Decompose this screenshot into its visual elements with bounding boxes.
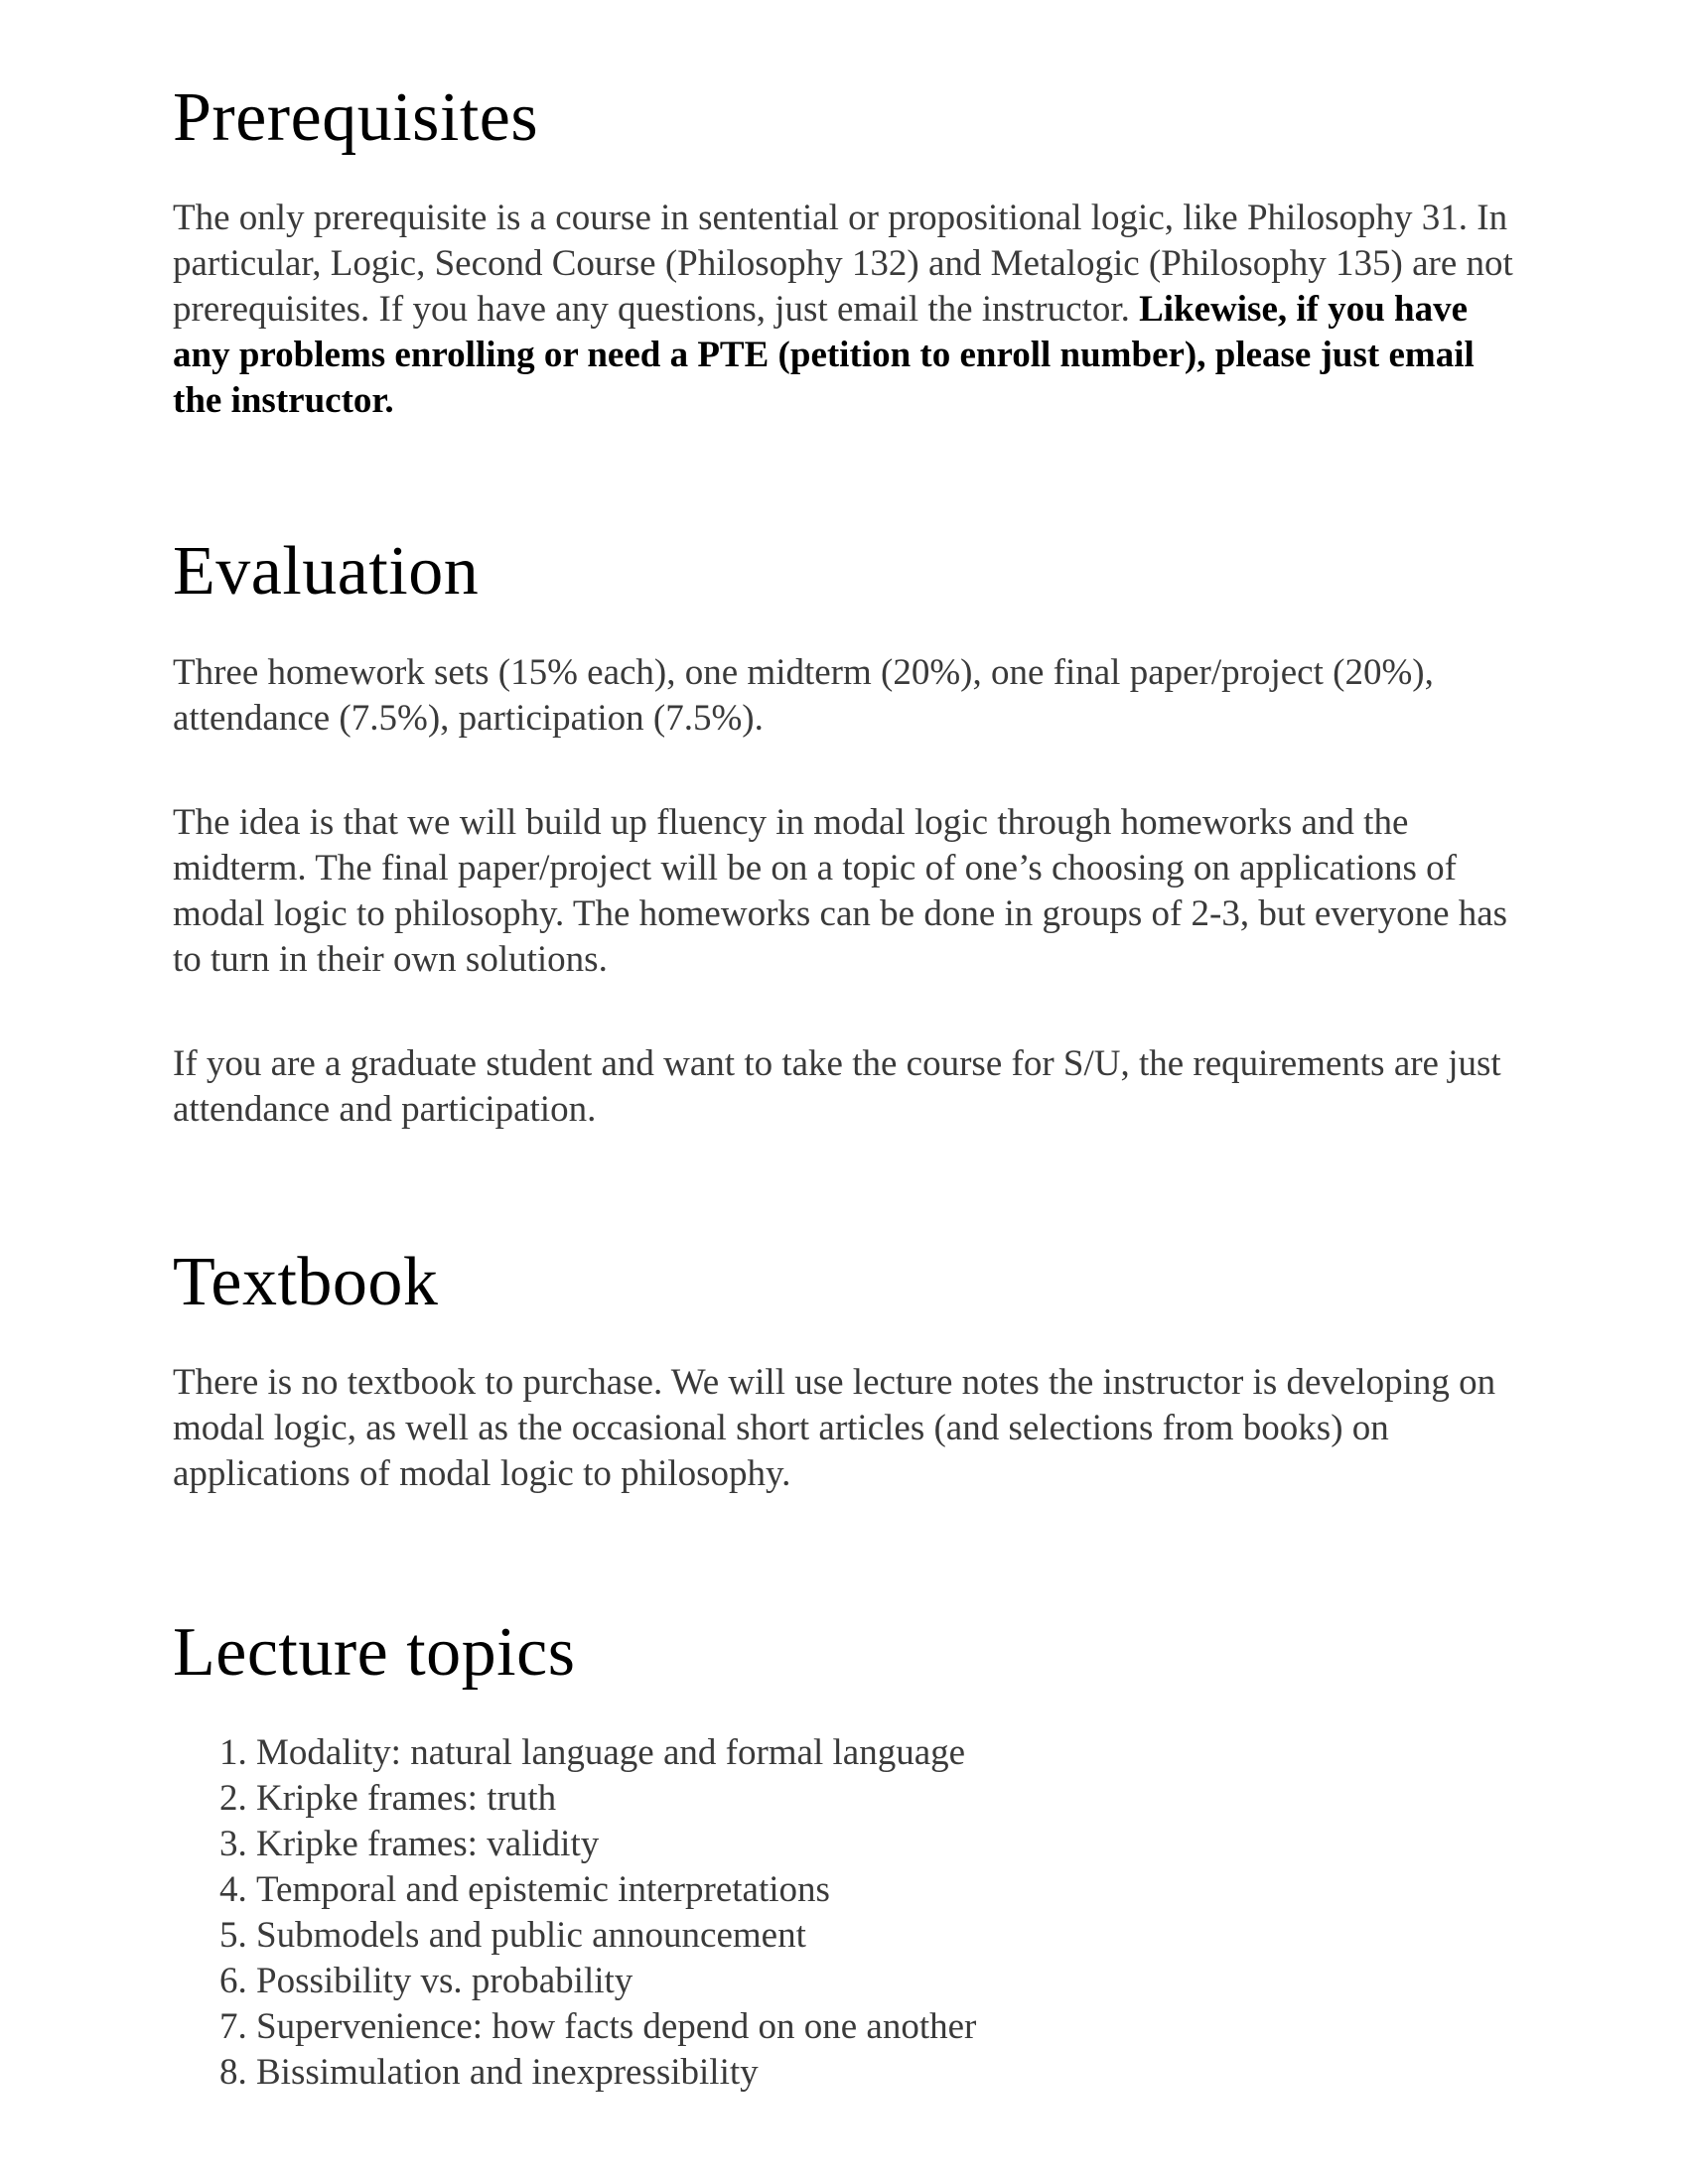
prerequisites-bold-text: Likewise, if you have any problems enrolling or need a PTE (petition to enroll number), please just email the instructor.: [173, 289, 1475, 421]
evaluation-heading: Evaluation: [173, 533, 480, 610]
prerequisites-heading: Prerequisites: [173, 79, 539, 156]
lecture-topics-heading: Lecture topics: [173, 1614, 576, 1691]
evaluation-paragraph-3: If you are a graduate student and want to take the course for S/U, the requirements are just attendance and participation.: [173, 1043, 1501, 1130]
textbook-heading: Textbook: [173, 1244, 439, 1320]
evaluation-paragraph-2: The idea is that we will build up fluency in modal logic through homeworks and the midterm. The final paper/project will be on a topic of one’s choosing on applications of modal logic to philosophy. The homeworks can be done in groups of 2-3, but everyone has to turn in their own solutions.: [173, 802, 1508, 980]
list-item: 5. Submodels and public announcement: [256, 1913, 976, 1959]
list-item: 7. Supervenience: how facts depend on one another: [256, 2004, 976, 2050]
list-item: 3. Kripke frames: validity: [256, 1822, 976, 1867]
lecture-topics-list: [173, 1730, 976, 2096]
prerequisites-text: The only prerequisite is a course in sentential or propositional logic, like Philosophy 31. In particular, Logic, Second Course (Philosophy 132) and Metalogic (Philosophy 135) are not prerequisites. If you have any questions, just email the instructor.: [173, 198, 1513, 330]
list-item: 2. Kripke frames: truth: [256, 1776, 976, 1822]
list-item: 6. Possibility vs. probability: [256, 1959, 976, 2004]
list-item: 8. Bissimulation and inexpressibility: [256, 2050, 976, 2096]
list-item: 1. Modality: natural language and formal language: [256, 1730, 976, 1776]
list-item: 4. Temporal and epistemic interpretations: [256, 1867, 976, 1913]
prerequisites-paragraph: [173, 196, 1523, 424]
evaluation-paragraph-1: Three homework sets (15% each), one midterm (20%), one final paper/project (20%), attendance (7.5%), participation (7.5%).: [173, 652, 1434, 739]
textbook-paragraph: There is no textbook to purchase. We will use lecture notes the instructor is developing on modal logic, as well as the occasional short articles (and selections from books) on applications of modal logic to philosophy.: [173, 1362, 1496, 1494]
